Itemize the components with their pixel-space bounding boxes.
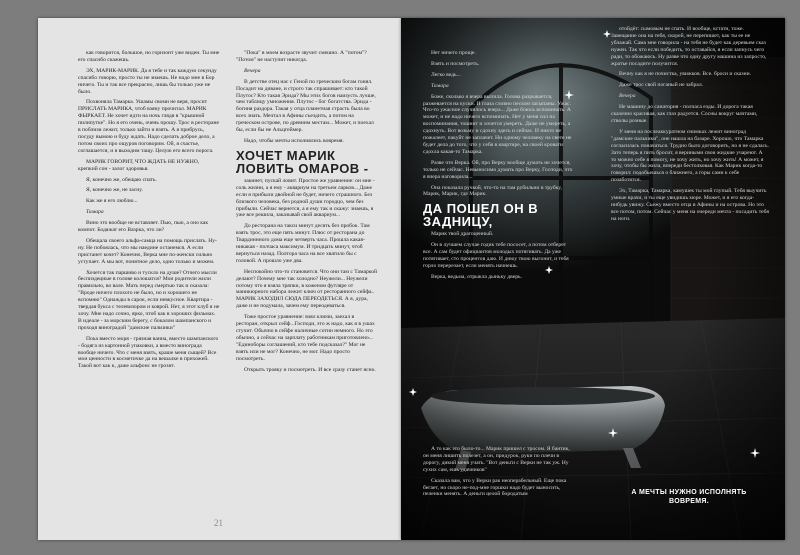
speaker-name: Вечера [619, 93, 636, 100]
paragraph: До ресторана на такси минут десять без пробок. Там взять трос, это еще пять минут. Плюс от ресторана до Твардиннного дома еще четверть часа. Прошла какая-никакая - полчаса максимум. И тридцать минут, чтоб вернуться назад. Полтора часа на все хватило бы с головой. А прошло уже два. [236, 223, 370, 264]
paragraph: Верка, ведьма, отрыкла дыньку дверь. [431, 273, 522, 280]
paragraph: закинет, пускай ловит. Простое же уравнение: он мне - соль жизни, а я ему - аквариум на третьем ларков... Даже если я прибыли двойной не будет, ничего страшного. Без близкого человека, без родной души городцо, чем без прибыли. Сейчас вернется, а я ему так и скажу: знаешь, я уже все решила, заказывай свой аквариум... [236, 177, 375, 219]
right-column-1-bottom [423, 446, 573, 502]
paragraph: Нет ничего проще. [431, 50, 476, 56]
paragraph: Не машину до санатория - полчаса езды. И дорога такая сказочно красивая, как глаз радуется. Сосны вокруг мачтами, стволы розные. [611, 104, 758, 124]
right-column-2 [611, 26, 769, 227]
left-column-2 [236, 50, 378, 377]
paragraph: Пока вместо моря - грязная ванна, вместо шампанского - бодяга из картонной упаковки, а вместо винограда вообще ничего. Что с меня взять, краше меня сыщей? Все мои ценности в косметичке да на вешалке в прихожей. Такой вот как к, даже альфонс не грозит. [78, 335, 219, 370]
paragraph: Он в лучшем случае годик тебе пососет, а потом отберет все. А сам будет официантов молодых потягивать. Да уже потягивает, сто процентов даю. И днюу твою выгонит, и тебя горло перерезает, если менять начнешь. [423, 242, 569, 269]
paragraph: Она показала ручкой, что-то на там рубильни в трубку, Марик, Марик, где Марик. [423, 184, 562, 198]
paragraph: Я, конечно же, обещаю спать. [86, 176, 157, 183]
paragraph: ЭХ, МАРИК-МАРИК. Да я тебе и так каждую секунду спасибо говорю, просто ты не знаешь. Не надо мне в Бор ничего. Ты и так все прекрасно, лишь бы только уже не было. [78, 67, 217, 95]
paragraph: Тоже простое уравнение: взял ключи, заехал в ресторан, открыл сейф...Господи, это ж надо, как я в ушах стучит. Обычно в сейфе наличные сотни немного. Но это обычно, а сейчас на зарплату работникам приготовлено... "Единоборы соглашений, кто тебе подсказал?" Мог не взять или не мог? Конечно, не мог. Надо просто посмотреть. [236, 314, 375, 362]
paragraph: Хочется так паршиво и тускло на душе? Отчего мысли беспиздецные в голове колошатся? Мои родители жили правильно, во вале. Мать перед смертью так и сказала: "Вроде ничего плохого не было, но и хорошего не вспомню" Однажды в сарок, если невкусное. Квартира - твердая букса с телевизором и коврой. Нет, я этот клуб я не хочу. Мне надо сочно, ярко, чтоб как в хороших фильмах. В идеале - за морским берегу, с бокалом шампанского и проходя виноградой "дамские пальчики" [78, 269, 220, 331]
paragraph: Разве что Верка. Ой, про Верку вообще думать не хочется, только не сейчас. Невыносимо думать про Верку, Господи, что я вчера наговорила... [423, 159, 573, 180]
page-number: 21 [214, 518, 223, 528]
paragraph: Даже трос свой поганый не забрал. [619, 82, 704, 89]
paragraph: Как же я его люблю... [86, 198, 138, 205]
paragraph: МАРИК ГОВОРИТ, ЧТО ЖДАТЬ НЕ НУЖНО, крепкий сон - залог здоровья. [78, 158, 200, 172]
right-column-1 [423, 50, 573, 285]
paragraph: А то как это было-то... Марик пришел с тросом. Я бантик, он меня лишить полезет, а он, придурок, руки по плечи в дорогу, дикий меня учать. "Вот деньги с Верки не так уж. Ну сухих сам, ешь удачников" [423, 446, 570, 473]
speaker-name: Тамара [431, 82, 449, 89]
paragraph: Сказала вам, что у Верки рак неоперабельный. Еще пока бегает, но скоро не-под-мне горшки надо будет выносить, пеленки менять. А деньги целой бородатым [423, 477, 567, 498]
paragraph: У меня на послеаккуратном снимках лежит виноград "дамские пальчики", оне нашла на базаре. Хорошо, что Тамарка согласилась поначаться. Трудно было договорить, но я не сдалась. Зато теперь я пить бросит, я вериными свои жидкие учареют. А то можно себе я помогу, не хочу жить, но хочу жить! А может, я хочу, чтобы бы жила, впереди бестолковая. Как Марик когда-то говорил: подобьешься о ближнего, а горы сами к себе позаботятся. [611, 128, 769, 184]
left-column-1 [78, 50, 220, 374]
speaker-name: Вечера [244, 67, 261, 74]
paragraph: Боже, сколько я вчера выпила. Голова разрывается, разжевается на куски. И глаза словно песком засыпаны. Ужас. Что-то ужасное случилось вчера... Даже боюсь вспоминать. А может, и не надо ничего вспоминать. Нет у меня сил на воспоминания, тошнит и хочется умереть. Даже не умереть, а сдохнуть. Вот возьму и сдохну здесь и сейчас. И никто не пожалеет, пакуйт не заплачет. Ни одному человеку на свете не будет дела до того, что у себя в квартире, на своей кровати сдохла какая-то Тамарка. [423, 93, 572, 155]
paragraph: В детстве отец нас с Геной по греческим богам гонял. Посадит на диване, и строго так спрашивает: кто такой Плутос? Кто такая Эрида? Мы этих богов наизусть лучше, чем таблицу умножения. Плутос - бог богатства. Эрида - богиня раздора. Такая у отца планетная страсть была во всех знать. Мечтал в Афины съездить, а потом на греческом острове, по древним местам... Может, и поехал бы, если бы не Альцгеймер. [236, 78, 376, 134]
paragraph: Легко ведь... [431, 71, 461, 78]
paragraph: Вечну как я не почистка, увижков. Все. броси и сказни. [619, 71, 752, 78]
paragraph: отойдёт: сымовым не спать. И вообще, кстати, тоже. Завещание она на тебя, скорей, не перепишет, как ты ее не ублажай. Сама мне говорила - на тебя не будет как деревьем сказ нужен. Так что если победить, то оставайся, я если запнусь чего ради, то обожаюсь. Ну разве что одну другу машина из запросто, жратье посадите получится. [611, 26, 767, 67]
paragraph: "Пока" в моем возрасте звучит смешно. А "потом"? "Потом" не наступит никогда. [236, 50, 367, 63]
paragraph: Похвоняла Тамарка. Ушамы своми не веря, просит ПРИСЛАТЬ МАРИКА, чтоб взяну прочитал. МАРИК ФЫРКАЕТ. Не хочет идти на ночь глядя в "крышной пилипутке". Но я его очень, очень прошу. Трос в ресторане в поблизи лежит, только зайти и взять. А я прибрусь, посуду вымою и буду ждать. Надо сделать доброе дело, а потом своих про ощуров поговорим. Ой, я счастье, соглашается, и я выходим тащу. Целую его всего порога. [78, 99, 219, 154]
paragraph: как говорится, большое, но горизонт уже виден. Ты мне его спасибо скажешь. [78, 50, 220, 63]
pull-quote: ДА ПОШЕЛ ОН В ЗАДНИЦУ, [423, 201, 539, 230]
closing-statement [619, 488, 759, 506]
paragraph: Эх, Тамарка, Тамарка, камушек ты мой глупый. Тебя выучить умные врачи, и ты еще увидишь море. Может, и я его когда-нибудь увижу. Сьежу вместо отца в Афины и на острова. Но это все потом, потом. Сейчас у меня на очереди мечта - посадить тебя на ноги. [611, 188, 769, 222]
paragraph: Неспокойно что-то становится. Что они там с Тамаркой делают? Почему мне так холодно? Неужели... Неужели потому что я взяла тряпки, в коженом футляре от маникюрного набора лежит ключ от ресторанного сейфа.. МАРИК ЗАХОДИЛ СЮДА ПЕРЕОДЕТЬСЯ. А я, дура, даже и не подумала, зачем ему переодеваться. [236, 268, 377, 310]
right-page [401, 18, 785, 540]
closing-line-2: ВОВРЕМЯ. [669, 498, 709, 505]
pull-quote: ХОЧЕТ МАРИК ЛОВИТЬ ОМАРОВ - [236, 147, 369, 176]
paragraph: Взять и посмотреть. [431, 60, 480, 67]
speaker-name: Тамара [86, 209, 104, 216]
paragraph: Открыть трояку и посмотреть. И все сразу станет ясно. [244, 366, 376, 373]
paragraph: Вино это вообще не вставляет. Пью, пью, а оно как компот. Бодяжат его Вазрка, что ли? [78, 220, 209, 234]
paragraph: Я, конечно же, не засну. [86, 187, 143, 194]
paragraph: Обещала своего альфа-самца на помощь прислать. Ну-ну. Не побоялась, что мы наедине останемся. А если пристанет кочет? Конечно, Верка мне по-женски сильно уступает. А мы вот, понятное дело, одно только и можем. [78, 237, 217, 265]
paragraph: Марик твой драгоценный. [431, 231, 494, 238]
closing-line-1: А МЕЧТЫ НУЖНО ИСПОЛНЯТЬ [631, 489, 747, 496]
left-page [38, 18, 401, 540]
paragraph: Надо, чтобы мечты исполнялись вовремя. [244, 137, 344, 144]
